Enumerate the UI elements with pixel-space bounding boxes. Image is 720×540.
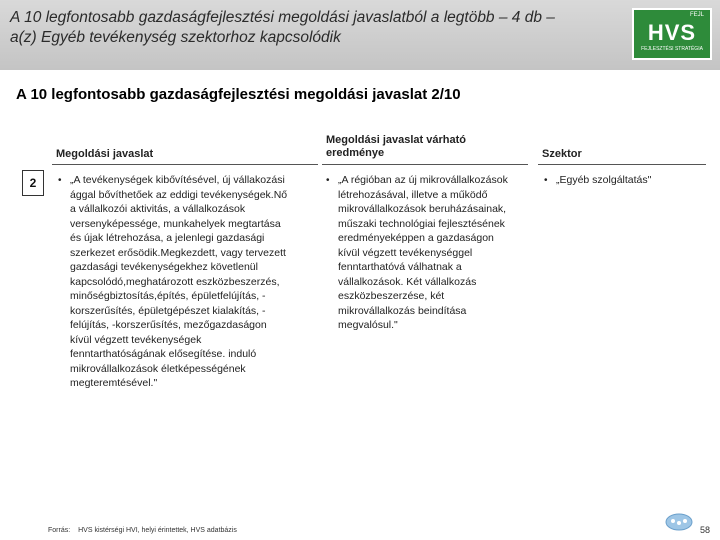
column-header-result-line1: Megoldási javaslat várható <box>326 134 466 146</box>
proposal-line: felújítás, -korszerűsítés, mezőgazdaságon <box>70 319 267 331</box>
result-line: eszközbeszerzése, két <box>338 290 445 302</box>
bullet-result: • <box>326 175 330 186</box>
result-line: fenntarthatóvá válhatnak a <box>338 261 462 273</box>
result-line: megvalósul." <box>338 319 398 331</box>
row-number: 2 <box>22 170 44 196</box>
proposal-line: ággal bővíthetőek az eddigi tevékenységek.Nő <box>70 188 288 201</box>
proposal-line: korszerűsítés, épületgépészet kialakítás, - <box>70 304 266 317</box>
proposal-line: gazdasági tevékenységekhez követlenül <box>70 261 258 273</box>
result-line: eredményeképpen a gazdaságon <box>338 232 494 244</box>
header-title <box>10 8 610 48</box>
result-line: mikrovállalkozások beruházásainak, <box>338 203 507 215</box>
column-header-result <box>326 134 466 160</box>
logo-text: HVS <box>647 20 697 45</box>
column-header-proposal: Megoldási javaslat <box>56 148 154 160</box>
result-line: „A régióban az új mikrovállalkozások <box>338 174 508 186</box>
page-number: 58 <box>700 525 711 535</box>
sector-text: „Egyéb szolgáltatás" <box>556 174 652 186</box>
result-line: létrehozásával, illetve a működő <box>338 188 488 201</box>
header-title-line2: a(z) Egyéb tevékenység szektorhoz kapcsolódik <box>10 29 341 46</box>
proposal-line: fenntarthatóságának elősegítése. induló <box>70 348 257 360</box>
header-title-line1: A 10 legfontosabb gazdaságfejlesztési megoldási javaslatból a legtöbb – 4 db – <box>10 9 555 26</box>
column-header-sector: Szektor <box>542 148 582 160</box>
proposal-line: minőségbiztosítás,építés, épületfelújítás, - <box>70 290 266 302</box>
proposal-line: mikrovállalkozások életképességének <box>70 362 246 375</box>
proposal-line: versenyképessége, munkahelyek megtartása <box>70 217 281 230</box>
proposal-line: „A tevékenységek kibővítésével, új vállakozási <box>70 174 285 186</box>
result-line: vállalkozások. Két vállalkozás <box>338 275 477 288</box>
column-header-result-line2: eredménye <box>326 147 385 159</box>
header-bar <box>0 0 720 70</box>
logo-top-label: FEJL <box>689 12 704 18</box>
result-line: mikrovállalkozás beindítása <box>338 304 467 317</box>
result-line: kívül végzett tevékenységgel <box>338 246 473 259</box>
footer-source <box>48 527 243 534</box>
logo-sub-label: FEJLESZTÉSI STRATÉGIA <box>641 46 703 52</box>
page-title: A 10 legfontosabb gazdaságfejlesztési megoldási javaslat 2/10 <box>16 86 461 103</box>
proposal-line: szerkezet erősödik.Megkezdett, vagy tervezett <box>70 246 286 259</box>
header-divider-1 <box>52 164 318 165</box>
bullet-sector: • <box>544 175 548 186</box>
result-line: műszaki technológiai fejlesztésének <box>338 217 505 230</box>
result-text <box>338 173 533 333</box>
proposal-text <box>70 173 325 391</box>
footer-logo-icon <box>664 512 694 532</box>
proposal-line: kívül végzett tevékenységek <box>70 333 202 346</box>
hvs-logo <box>632 8 712 60</box>
proposal-line: kapcsolódó,meghatározott eszközbeszerzés, <box>70 275 280 288</box>
proposal-line: és újak létrehozása, a jelenlegi gazdasági <box>70 232 265 244</box>
footer-source-text: HVS kistérségi HVI, helyi érintettek, HVS adatbázis <box>78 527 237 534</box>
header-divider-3 <box>538 164 706 165</box>
proposal-line: megteremtésével." <box>70 377 158 389</box>
footer-source-label: Forrás: <box>48 527 71 534</box>
bullet-proposal: • <box>58 175 62 186</box>
proposal-line: a vállalkozói aktivitás, a vállalkozások <box>70 203 246 215</box>
header-divider-2 <box>322 164 528 165</box>
